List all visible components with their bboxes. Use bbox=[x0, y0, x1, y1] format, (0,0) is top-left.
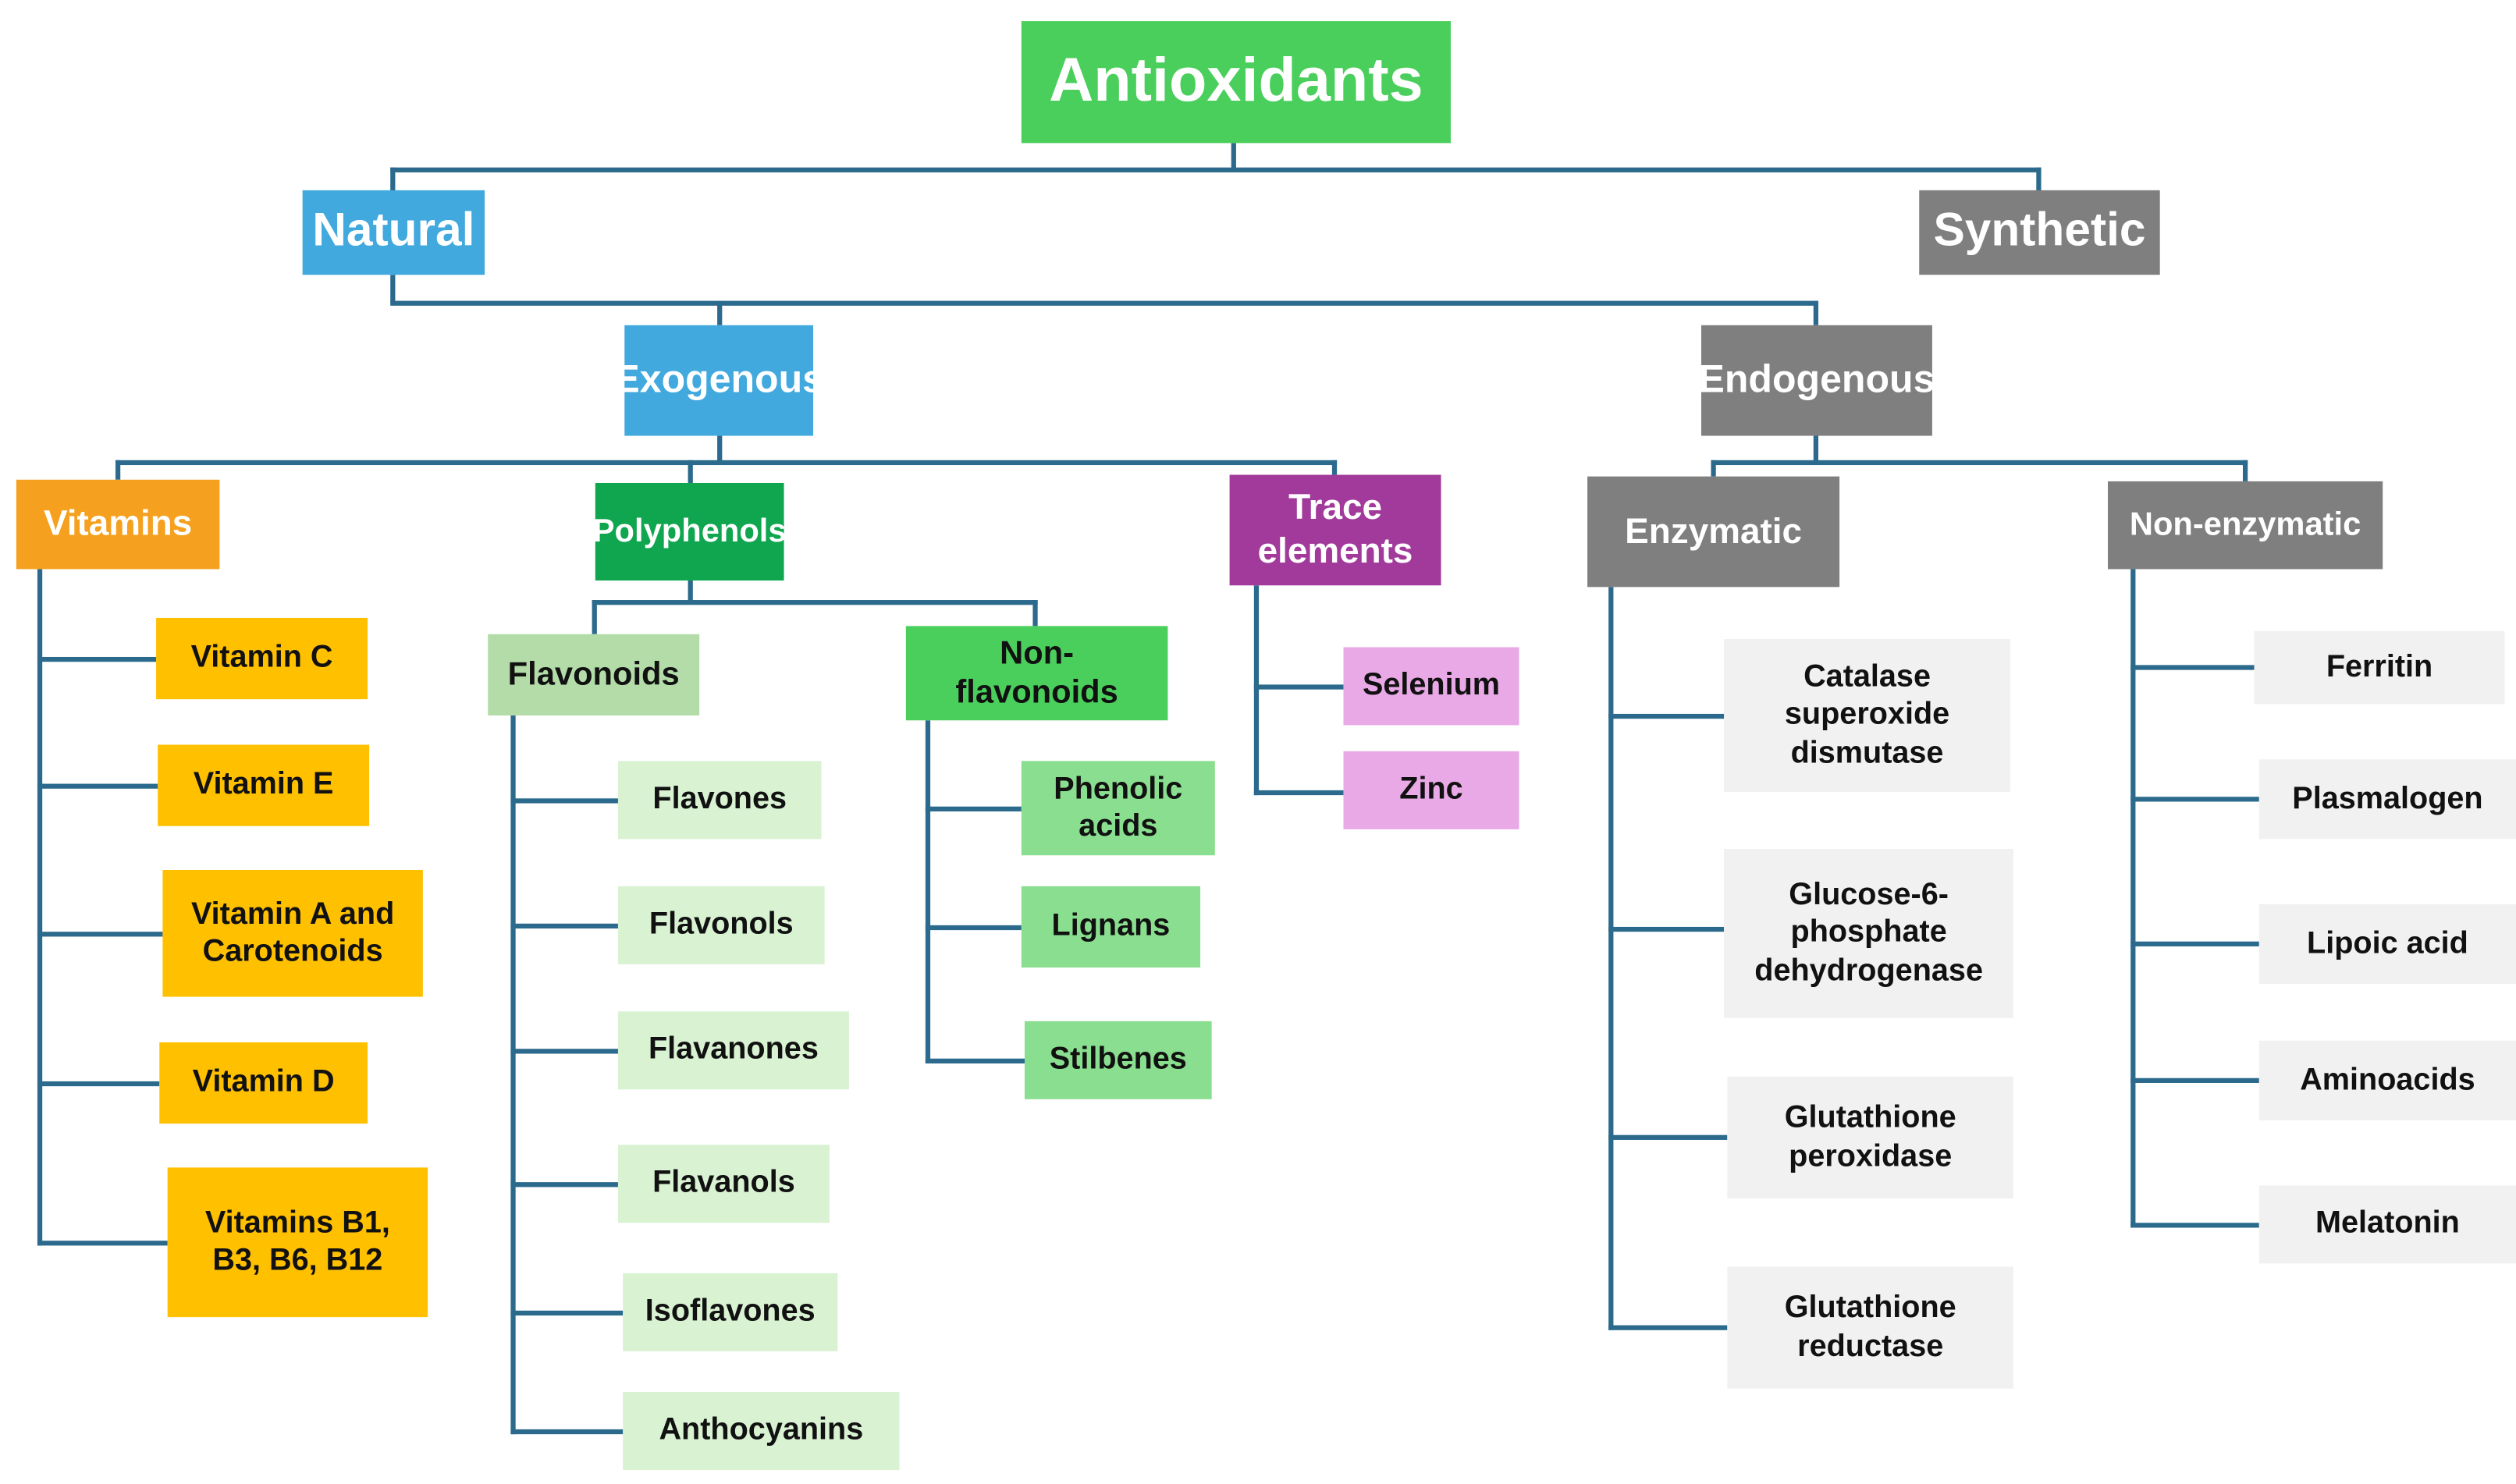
connector bbox=[1711, 460, 2248, 465]
node-flavanones: Flavanones bbox=[618, 1011, 849, 1089]
connector bbox=[1608, 1326, 1727, 1330]
connector bbox=[926, 720, 930, 1063]
connector bbox=[390, 168, 395, 192]
node-glutathione-peroxidase: Glutathione peroxidase bbox=[1727, 1077, 2013, 1198]
node-vitamin-d: Vitamin D bbox=[159, 1042, 368, 1124]
connector bbox=[510, 798, 618, 803]
connector bbox=[926, 925, 1022, 930]
connector bbox=[2243, 460, 2248, 481]
connector bbox=[37, 932, 162, 936]
node-endogenous: Endogenous bbox=[1701, 325, 1932, 436]
node-exogenous: Exogenous bbox=[624, 325, 813, 436]
connector bbox=[1608, 714, 1724, 719]
connector bbox=[37, 1081, 159, 1086]
node-aminoacids: Aminoacids bbox=[2259, 1041, 2516, 1120]
node-vitamin-c: Vitamin C bbox=[156, 618, 368, 699]
connector bbox=[390, 168, 2041, 172]
node-anthocyanins: Anthocyanins bbox=[623, 1392, 899, 1470]
connector bbox=[688, 460, 693, 483]
connector bbox=[510, 1429, 623, 1434]
connector bbox=[37, 569, 42, 1245]
node-enzymatic: Enzymatic bbox=[1587, 477, 1839, 588]
connector bbox=[1711, 460, 1715, 477]
connector bbox=[510, 1049, 618, 1053]
connector bbox=[390, 275, 395, 302]
connector bbox=[2130, 797, 2259, 801]
node-trace-elements: Trace elements bbox=[1230, 475, 1441, 586]
node-flavones: Flavones bbox=[618, 761, 822, 839]
connector bbox=[1814, 301, 1818, 325]
connector bbox=[2130, 665, 2254, 669]
connector bbox=[115, 460, 1337, 465]
connector bbox=[510, 924, 618, 928]
connector bbox=[1254, 790, 1344, 795]
node-plasmalogen: Plasmalogen bbox=[2259, 759, 2516, 839]
connector bbox=[510, 1182, 618, 1187]
connector bbox=[592, 600, 597, 634]
node-glutathione-reductase: Glutathione reductase bbox=[1727, 1267, 2013, 1389]
connector bbox=[1254, 684, 1344, 689]
connector bbox=[510, 1311, 623, 1315]
node-vitamin-e: Vitamin E bbox=[158, 745, 369, 826]
node-melatonin: Melatonin bbox=[2259, 1185, 2516, 1263]
connector bbox=[717, 436, 722, 462]
connector bbox=[2130, 1223, 2259, 1227]
node-ferritin: Ferritin bbox=[2255, 631, 2505, 705]
connector bbox=[1608, 1135, 1727, 1140]
node-phenolic-acids: Phenolic acids bbox=[1022, 761, 1215, 855]
node-polyphenols: Polyphenols bbox=[595, 483, 784, 580]
node-antioxidants: Antioxidants bbox=[1022, 21, 1451, 143]
connector bbox=[1608, 587, 1613, 1330]
connector bbox=[2036, 168, 2041, 192]
node-vitamin-a-carotenoids: Vitamin A and Carotenoids bbox=[162, 870, 422, 997]
node-non-enzymatic: Non-enzymatic bbox=[2108, 481, 2383, 570]
connector bbox=[390, 301, 1818, 306]
node-synthetic: Synthetic bbox=[1919, 190, 2159, 275]
node-flavonoids: Flavonoids bbox=[488, 634, 699, 715]
connector bbox=[1608, 927, 1724, 932]
connector bbox=[2130, 942, 2259, 946]
node-vitamins-b: Vitamins B1, B3, B6, B12 bbox=[168, 1167, 428, 1317]
node-lignans: Lignans bbox=[1022, 886, 1200, 967]
connector bbox=[926, 1059, 1025, 1063]
connector bbox=[592, 600, 1038, 605]
connector bbox=[926, 807, 1022, 811]
node-lipoic-acid: Lipoic acid bbox=[2259, 904, 2516, 984]
connector bbox=[1332, 460, 1337, 475]
connector bbox=[717, 301, 722, 325]
node-natural: Natural bbox=[303, 190, 485, 275]
node-isoflavones: Isoflavones bbox=[623, 1273, 837, 1351]
connector bbox=[1231, 143, 1236, 169]
connector bbox=[37, 1241, 168, 1245]
connector bbox=[37, 784, 158, 789]
node-catalase-superoxide-dismutase: Catalase superoxide dismutase bbox=[1724, 639, 2010, 792]
connector bbox=[1814, 436, 1818, 462]
node-stilbenes: Stilbenes bbox=[1025, 1021, 1212, 1099]
connector bbox=[115, 460, 120, 480]
node-flavonols: Flavonols bbox=[618, 886, 825, 964]
connector bbox=[37, 657, 156, 662]
node-non-flavonoids: Non-flavonoids bbox=[906, 626, 1168, 720]
node-selenium: Selenium bbox=[1343, 647, 1519, 725]
node-glucose-6-phosphate-dehydrogenase: Glucose-6-phosphate dehydrogenase bbox=[1724, 849, 2013, 1018]
node-flavanols: Flavanols bbox=[618, 1145, 830, 1223]
connector bbox=[1032, 600, 1037, 626]
connector bbox=[1254, 585, 1259, 795]
connector bbox=[510, 715, 515, 1434]
node-zinc: Zinc bbox=[1343, 751, 1519, 829]
node-vitamins: Vitamins bbox=[16, 480, 220, 570]
connector bbox=[2130, 1078, 2259, 1083]
